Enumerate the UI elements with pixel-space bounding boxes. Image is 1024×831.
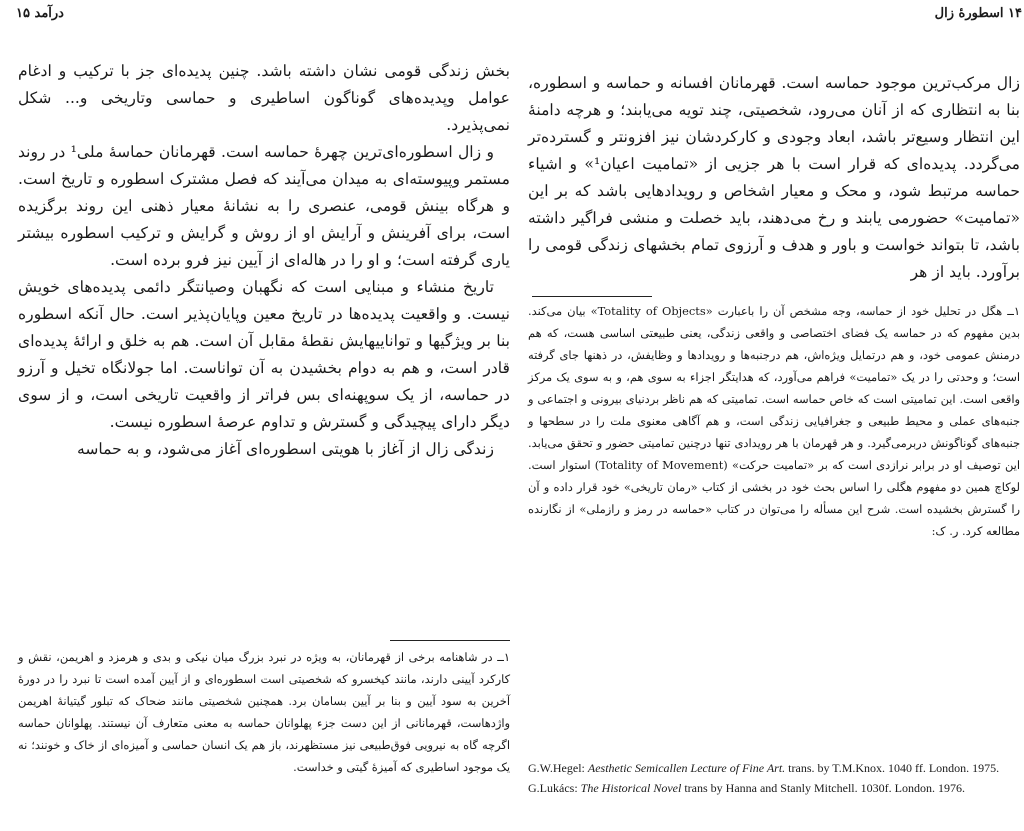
reference-author: G.W.Hegel:	[528, 761, 588, 775]
paragraph: بخش زندگی قومی نشان داشته باشد. چنین پدیده‌ای جز با ترکیب و ادغام عوامل وپدیده‌های گوناگون اساطیری و حماسی وتاریخی و... شکل نمی‌پذیرد.	[18, 62, 510, 134]
reference-title: Aesthetic Semicallen Lecture of Fine Art.	[587, 761, 786, 775]
footnote	[18, 646, 510, 778]
right-page	[524, 0, 1024, 831]
running-head: ۱۴ اسطورهٔ زال	[934, 6, 1022, 21]
left-page	[14, 0, 514, 831]
reference-item	[528, 758, 1020, 778]
footnote-text: ۱ــ در شاهنامه برخی از قهرمانان، به ویژه در نبرد بزرگ میان نیکی و بدی و هرمزد و اهریمن، نقش و کارکرد آیینی دارند، مانند کیخسرو که شخصیتی است اسطوره‌ای و از آیین آمده است تا نبرد را در دورهٔ آخرین به سود آیین و بنا بر آیین بسامان برد. همچنین شخصیتی مانند ضحاک که تبلور گیتیانهٔ اهریمن واژدهاست، قهرمانانی از این دست جزء پهلوانان حماسه به معنی متعارف آن نیستند. پهلوانان حماسه اگرچه گاه به نیرویی فوق‌طبیعی نیز مستظهرند، باز هم یک انسان حماسی و آمیزه‌ای از خاک و خونند؛ نه یک موجود اساطیری که آمیزهٔ گیتی و خداست.	[18, 650, 510, 774]
references	[528, 758, 1020, 798]
reference-author: G.Lukács:	[528, 781, 581, 795]
footnote-divider	[532, 296, 652, 297]
body-text	[528, 70, 1020, 286]
reference-title: The Historical Novel	[580, 781, 682, 795]
footnote-text: ۱ــ هگل در تحلیل خود از حماسه، وجه مشخص آن را باعبارت «Totality of Objects» بیان می‌کند. بدین مفهوم که در حماسه یک فضای اختصاصی و واقعی زندگی، یعنی طبیعتی اساسی هست، که هم درمنش عمومی خود، و هم درتمایل ویژه‌اش، هم درجنبه‌ها و رویدادها و وظایفش، در ذهنها جای گرفته است؛ و وحدتی را در یک «تمامیت» فراهم می‌آورد، که هدایتگر اجزاء به سوی هم، و به سوی یک مرکز واقعی است. این تمامیتی است که خاص حماسه است. تمامیتی که هم ناظر بردنیای بیرونی و اجتماعی و جنبه‌های عملی و محیط طبیعی و جغرافیایی زندگی است، و هم آگاهی معنوی ملت را در سطحها و جنبه‌های گوناگونش دربرمی‌گیرد. و هر قهرمان با هر رویدادی تنها درچنین تمامیتی حضور و تحقق می‌یابد. این توصیف او در برابر نرازدی است که بر «تمامیت حرکت» (Totality of Movement) استوار است. لوکاچ همین دو مفهوم هگلی را اساس بحث خود در بخشی از کتاب «رمان تاریخی» خود قرار داده و آن را گسترش بخشیده است. شرح این مسأله را می‌توان در کتاب «حماسه در رمز و رازملی» از نگارنده مطالعه کرد. ر. ک:	[528, 304, 1020, 538]
body-text	[18, 58, 510, 463]
footnote	[528, 300, 1020, 542]
footnote-divider	[390, 640, 510, 641]
running-head: درآمد ۱۵	[16, 6, 64, 21]
paragraph: تاریخ منشاء و مبنایی است که نگهبان وصیانتگر دائمی پدیده‌های خویش نیست. و واقعیت پدیده‌ها در تاریخ معین وپایان‌پذیر است. حال آنکه اسطوره بنا بر ویژگیها و تواناییهایش نقطهٔ مقابل آن است. هم به خلق و ارائهٔ پدیده‌ای قادر است، و هم به دوام بخشیدن به آن تواناست. اما جولانگاه تخیل و آرزو در حماسه، از یک سوپهنه‌ای بس فراتر از واقعیت تاریخی است، و از سوی دیگر دارای پیچیدگی و گسترش و تداوم عرصهٔ اسطوره نیست.	[18, 278, 510, 431]
page-header	[14, 4, 514, 26]
reference-item	[528, 778, 1020, 798]
paragraph: زال مرکب‌ترین موجود حماسه است. قهرمانان افسانه و حماسه و اسطوره، بنا به انتظاری که از آنان می‌رود، شخصیتی، چند تویه می‌یابند؛ و هرچه دامنهٔ این انتظار وسیع‌تر باشد، ابعاد وجودی و کارکردشان نیز افزونتر و گسترده‌تر می‌گردد. پدیده‌ای که قرار است با هر جزیی از «تمامیت اعیان¹» و اشیاء حماسه مرتبط شود، و محک و معیار اشخاص و رویدادهایی باشد که بر این «تمامیت» حضورمی یابند و رخ می‌دهند، باید خصلت و منشی فراگیر داشته باشد، تا بتواند خواست و باور و هدف و آرزوی تمام بخشهای زندگی قومی را برآورد. باید از هر	[528, 74, 1020, 281]
page-header	[524, 4, 1024, 26]
paragraph: زندگی زال از آغاز با هویتی اسطوره‌ای آغاز می‌شود، و به حماسه	[76, 440, 494, 458]
paragraph: و زال اسطوره‌ای‌ترین چهرهٔ حماسه است. قهرمانان حماسهٔ ملی¹ در روند مستمر وپیوسته‌ای به میدان می‌آیند که فصل مشترک اسطوره و تاریخ است. و هرگاه بینش قومی، عنصری را به نشانهٔ معیار ذهنی این روند برگزیده است، برای آفرینش و آرایش او از روش و گرایش و ترکیب اسطوره بیشتر یاری گرفته است؛ و او را در هاله‌ای از آیین نیز فرو برده است.	[18, 143, 510, 269]
reference-details: trans. by T.M.Knox. 1040 ff. London. 1975.	[785, 761, 1000, 775]
reference-details: trans by Hanna and Stanly Mitchell. 1030f. London. 1976.	[681, 781, 965, 795]
